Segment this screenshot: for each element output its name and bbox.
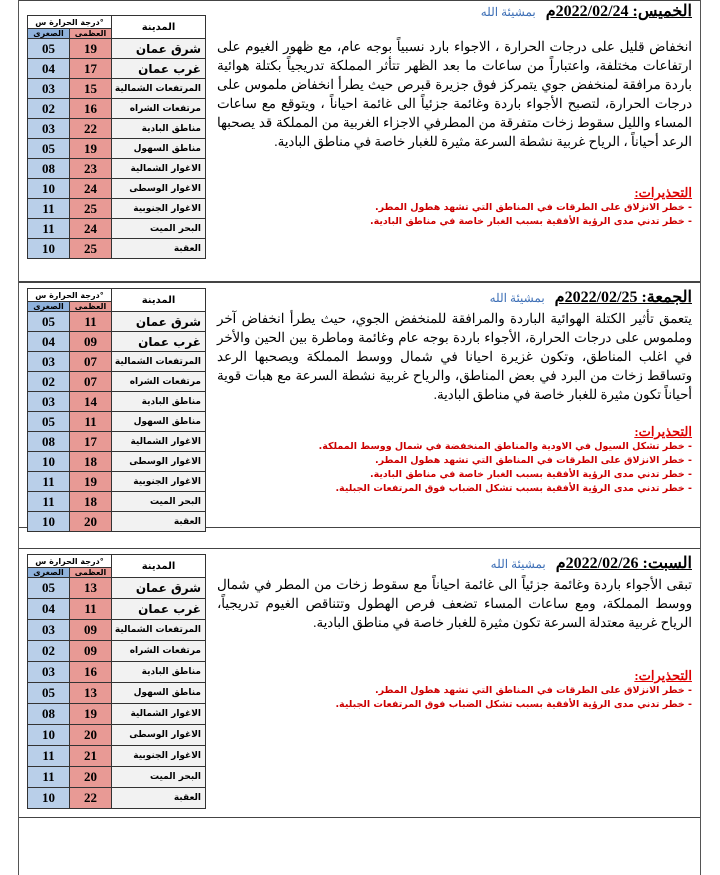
max-temp-cell: 13 — [70, 578, 112, 599]
min-temp-cell: 04 — [28, 59, 70, 79]
city-cell: البحر الميت — [112, 767, 206, 788]
day-heading — [217, 287, 692, 307]
min-temp-cell: 10 — [28, 788, 70, 809]
city-cell: الاغوار الشمالية — [112, 159, 206, 179]
forecast-text: انخفاض قليل على درجات الحرارة ، الاجواء بارد نسبياً بوجه عام، مع ظهور الغيوم على ارتفاعات مختلفة، واعتباراً من ساعات ما بعد الظهر تتأثر المملكة تدريجياً بكتلة هوائية باردة مرافقة لمنخفض جوي يتمركز فوق جزيرة قبرص حيث يطرأ انخفاض ملموس على درجات الحرارة، لتصبح الأجواء باردة وغائمة جزئياً الى غائمة احياناً ، ويتوقع مع ساعات المساء والليل سقوط زخات متفرقة من المطرفي الاجزاء الغربية من المملكة قد يصحبها الرعد أحياناً ، الرياح غربية نشطة السرعة مثيرة للغبار خاصة في مناطق البادية. — [217, 39, 692, 149]
table-row — [28, 392, 206, 412]
min-temp-cell: 08 — [28, 704, 70, 725]
min-header: الصغرى — [28, 29, 70, 39]
city-cell: مرتفعات الشراه — [112, 641, 206, 662]
table-row — [28, 352, 206, 372]
min-header: الصغرى — [28, 568, 70, 578]
warning-item: - خطر تدني مدى الرؤية الأفقية بسبب الغبار خاصة في مناطق البادية. — [369, 469, 692, 480]
min-temp-cell: 05 — [28, 139, 70, 159]
city-cell: الاغوار الجنوبية — [112, 472, 206, 492]
city-cell: غرب عمان — [112, 332, 206, 352]
table-row — [28, 179, 206, 199]
table-row — [28, 372, 206, 392]
table-row — [28, 199, 206, 219]
max-temp-cell: 09 — [70, 620, 112, 641]
min-temp-cell: 11 — [28, 746, 70, 767]
city-cell: البحر الميت — [112, 492, 206, 512]
city-cell: غرب عمان — [112, 599, 206, 620]
warnings-title: التحذيرات: — [634, 424, 692, 439]
max-temp-cell: 17 — [70, 59, 112, 79]
max-temp-cell: 22 — [70, 119, 112, 139]
city-cell: غرب عمان — [112, 59, 206, 79]
city-header: المدينة — [112, 555, 206, 578]
city-header: المدينة — [112, 16, 206, 39]
city-cell: الاغوار الشمالية — [112, 704, 206, 725]
min-temp-cell: 05 — [28, 412, 70, 432]
day-block-friday — [19, 282, 700, 528]
city-cell: مرتفعات الشراه — [112, 99, 206, 119]
city-cell: العقبة — [112, 239, 206, 259]
city-cell: شرق عمان — [112, 578, 206, 599]
city-cell: المرتفعات الشمالية — [112, 620, 206, 641]
table-row — [28, 512, 206, 532]
max-temp-cell: 09 — [70, 332, 112, 352]
max-header: العظمى — [70, 29, 112, 39]
table-row — [28, 312, 206, 332]
table-row — [28, 788, 206, 809]
city-cell: مناطق البادية — [112, 662, 206, 683]
min-temp-cell: 02 — [28, 99, 70, 119]
forecast-text: يتعمق تأثير الكتلة الهوائية الباردة والمرافقة للمنخفض الجوي، حيث يطرأ انخفاض آخر وملموس على درجات الحرارة، الأجواء باردة بوجه عام وغائمة وماطرة بين الحين والأخر في اغلب المناطق، وتكون غزيرة احيانا في شمال ووسط المملكة ويصحبها الرعد وتساقط زخات من البرد في بعض المناطق، والرياح غربية نشطة السرعة مع هبات قوية أحياناً تكون مثيرة للغبار خاصة في مناطق البادية. — [217, 311, 692, 402]
day-heading — [217, 1, 692, 21]
city-cell: الاغوار الوسطى — [112, 179, 206, 199]
max-temp-cell: 19 — [70, 472, 112, 492]
city-cell: شرق عمان — [112, 39, 206, 59]
city-cell: مناطق السهول — [112, 412, 206, 432]
max-temp-cell: 22 — [70, 788, 112, 809]
warnings-list — [217, 684, 692, 712]
grace-text: بمشيئة الله — [489, 291, 545, 305]
min-temp-cell: 03 — [28, 392, 70, 412]
warnings-list — [217, 201, 692, 229]
table-row — [28, 432, 206, 452]
table-row — [28, 746, 206, 767]
table-row — [28, 239, 206, 259]
min-temp-cell: 10 — [28, 725, 70, 746]
day-heading — [217, 553, 692, 573]
city-cell: مناطق السهول — [112, 683, 206, 704]
city-cell: المرتفعات الشمالية — [112, 352, 206, 372]
min-temp-cell: 03 — [28, 352, 70, 372]
max-temp-cell: 07 — [70, 352, 112, 372]
temperature-table — [27, 15, 206, 259]
min-temp-cell: 11 — [28, 767, 70, 788]
table-row — [28, 139, 206, 159]
table-row — [28, 99, 206, 119]
max-temp-cell: 20 — [70, 767, 112, 788]
table-row — [28, 159, 206, 179]
max-temp-cell: 07 — [70, 372, 112, 392]
min-temp-cell: 03 — [28, 79, 70, 99]
max-temp-cell: 20 — [70, 725, 112, 746]
city-header: المدينة — [112, 289, 206, 312]
min-temp-cell: 03 — [28, 119, 70, 139]
city-cell: الاغوار الوسطى — [112, 725, 206, 746]
table-row — [28, 79, 206, 99]
city-cell: شرق عمان — [112, 312, 206, 332]
min-temp-cell: 05 — [28, 683, 70, 704]
min-temp-cell: 02 — [28, 641, 70, 662]
warning-item: - خطر تدني مدى الرؤية الأفقية بسبب تشكل الضباب فوق المرتفعات الجبلية. — [335, 699, 692, 710]
min-temp-cell: 03 — [28, 620, 70, 641]
table-row — [28, 641, 206, 662]
table-row — [28, 332, 206, 352]
table-row — [28, 452, 206, 472]
table-row — [28, 492, 206, 512]
max-temp-cell: 24 — [70, 179, 112, 199]
min-temp-cell: 02 — [28, 372, 70, 392]
city-cell: الاغوار الجنوبية — [112, 199, 206, 219]
max-temp-cell: 24 — [70, 219, 112, 239]
city-cell: العقبة — [112, 512, 206, 532]
max-temp-cell: 16 — [70, 662, 112, 683]
min-header: الصغرى — [28, 302, 70, 312]
day-block-thursday — [19, 0, 700, 282]
grace-text: بمشيئة الله — [480, 5, 536, 19]
warnings-title: التحذيرات: — [634, 668, 692, 683]
max-temp-cell: 21 — [70, 746, 112, 767]
city-cell: مناطق البادية — [112, 392, 206, 412]
table-row — [28, 472, 206, 492]
city-cell: مناطق البادية — [112, 119, 206, 139]
table-row — [28, 704, 206, 725]
warnings-title: التحذيرات: — [634, 185, 692, 200]
max-temp-cell: 25 — [70, 199, 112, 219]
warnings-list — [217, 440, 692, 496]
max-temp-cell: 18 — [70, 492, 112, 512]
table-row — [28, 725, 206, 746]
day-date: السبت: 2022/02/26م — [555, 555, 692, 572]
table-row — [28, 578, 206, 599]
max-header: العظمى — [70, 302, 112, 312]
min-temp-cell: 04 — [28, 599, 70, 620]
city-cell: مرتفعات الشراه — [112, 372, 206, 392]
table-row — [28, 119, 206, 139]
min-temp-cell: 10 — [28, 239, 70, 259]
min-temp-cell: 05 — [28, 312, 70, 332]
city-cell: الاغوار الشمالية — [112, 432, 206, 452]
max-temp-cell: 19 — [70, 139, 112, 159]
temperature-table — [27, 554, 206, 809]
max-temp-cell: 19 — [70, 704, 112, 725]
day-block-saturday — [19, 548, 700, 818]
max-header: العظمى — [70, 568, 112, 578]
city-cell: المرتفعات الشمالية — [112, 79, 206, 99]
max-temp-cell: 11 — [70, 412, 112, 432]
min-temp-cell: 08 — [28, 432, 70, 452]
min-temp-cell: 11 — [28, 472, 70, 492]
min-temp-cell: 11 — [28, 199, 70, 219]
min-temp-cell: 11 — [28, 492, 70, 512]
max-temp-cell: 11 — [70, 599, 112, 620]
max-temp-cell: 11 — [70, 312, 112, 332]
min-temp-cell: 10 — [28, 452, 70, 472]
max-temp-cell: 18 — [70, 452, 112, 472]
city-cell: البحر الميت — [112, 219, 206, 239]
max-temp-cell: 25 — [70, 239, 112, 259]
temp-header: درجة الحرارة س° — [28, 555, 112, 568]
max-temp-cell: 15 — [70, 79, 112, 99]
warning-item: - خطر الانزلاق على الطرقات في المناطق التي تشهد هطول المطر. — [375, 685, 692, 696]
temp-header: درجة الحرارة س° — [28, 289, 112, 302]
max-temp-cell: 09 — [70, 641, 112, 662]
max-temp-cell: 13 — [70, 683, 112, 704]
city-cell: الاغوار الوسطى — [112, 452, 206, 472]
min-temp-cell: 05 — [28, 578, 70, 599]
table-row — [28, 767, 206, 788]
temp-header: درجة الحرارة س° — [28, 16, 112, 29]
min-temp-cell: 10 — [28, 179, 70, 199]
min-temp-cell: 03 — [28, 662, 70, 683]
min-temp-cell: 10 — [28, 512, 70, 532]
warning-item: - خطر تشكل السيول في الاودية والمناطق المنخفضة في شمال ووسط المملكة. — [318, 441, 692, 452]
max-temp-cell: 20 — [70, 512, 112, 532]
warning-item: - خطر تدني مدى الرؤية الأفقية بسبب الغبار خاصة في مناطق البادية. — [369, 216, 692, 227]
city-cell: الاغوار الجنوبية — [112, 746, 206, 767]
table-row — [28, 620, 206, 641]
min-temp-cell: 11 — [28, 219, 70, 239]
max-temp-cell: 17 — [70, 432, 112, 452]
warning-item: - خطر الانزلاق على الطرقات في المناطق التي تشهد هطول المطر. — [375, 202, 692, 213]
day-date: الجمعة: 2022/02/25م — [554, 289, 692, 306]
min-temp-cell: 08 — [28, 159, 70, 179]
table-row — [28, 683, 206, 704]
table-row — [28, 599, 206, 620]
city-cell: مناطق السهول — [112, 139, 206, 159]
max-temp-cell: 16 — [70, 99, 112, 119]
table-row — [28, 662, 206, 683]
warning-item: - خطر الانزلاق على الطرقات في المناطق التي تشهد هطول المطر. — [375, 455, 692, 466]
table-row — [28, 412, 206, 432]
table-row — [28, 219, 206, 239]
day-date: الخميس: 2022/02/24م — [545, 3, 692, 20]
table-row — [28, 59, 206, 79]
table-row — [28, 39, 206, 59]
temperature-table — [27, 288, 206, 532]
max-temp-cell: 14 — [70, 392, 112, 412]
max-temp-cell: 19 — [70, 39, 112, 59]
warning-item: - خطر تدني مدى الرؤية الأفقية بسبب تشكل الضباب فوق المرتفعات الجبلية. — [335, 483, 692, 494]
forecast-text: تبقى الأجواء باردة وغائمة جزئياً الى غائمة احياناً مع سقوط زخات من المطر في شمال ووسط المملكة، ومع ساعات المساء تضعف فرص الهطول وتتناقص الغيوم تدريجياً، الرياح غربية معتدلة السرعة تكون مثيرة للغبار خاصة في مناطق البادية. — [217, 577, 692, 630]
max-temp-cell: 23 — [70, 159, 112, 179]
city-cell: العقبة — [112, 788, 206, 809]
min-temp-cell: 05 — [28, 39, 70, 59]
min-temp-cell: 04 — [28, 332, 70, 352]
grace-text: بمشيئة الله — [490, 557, 546, 571]
